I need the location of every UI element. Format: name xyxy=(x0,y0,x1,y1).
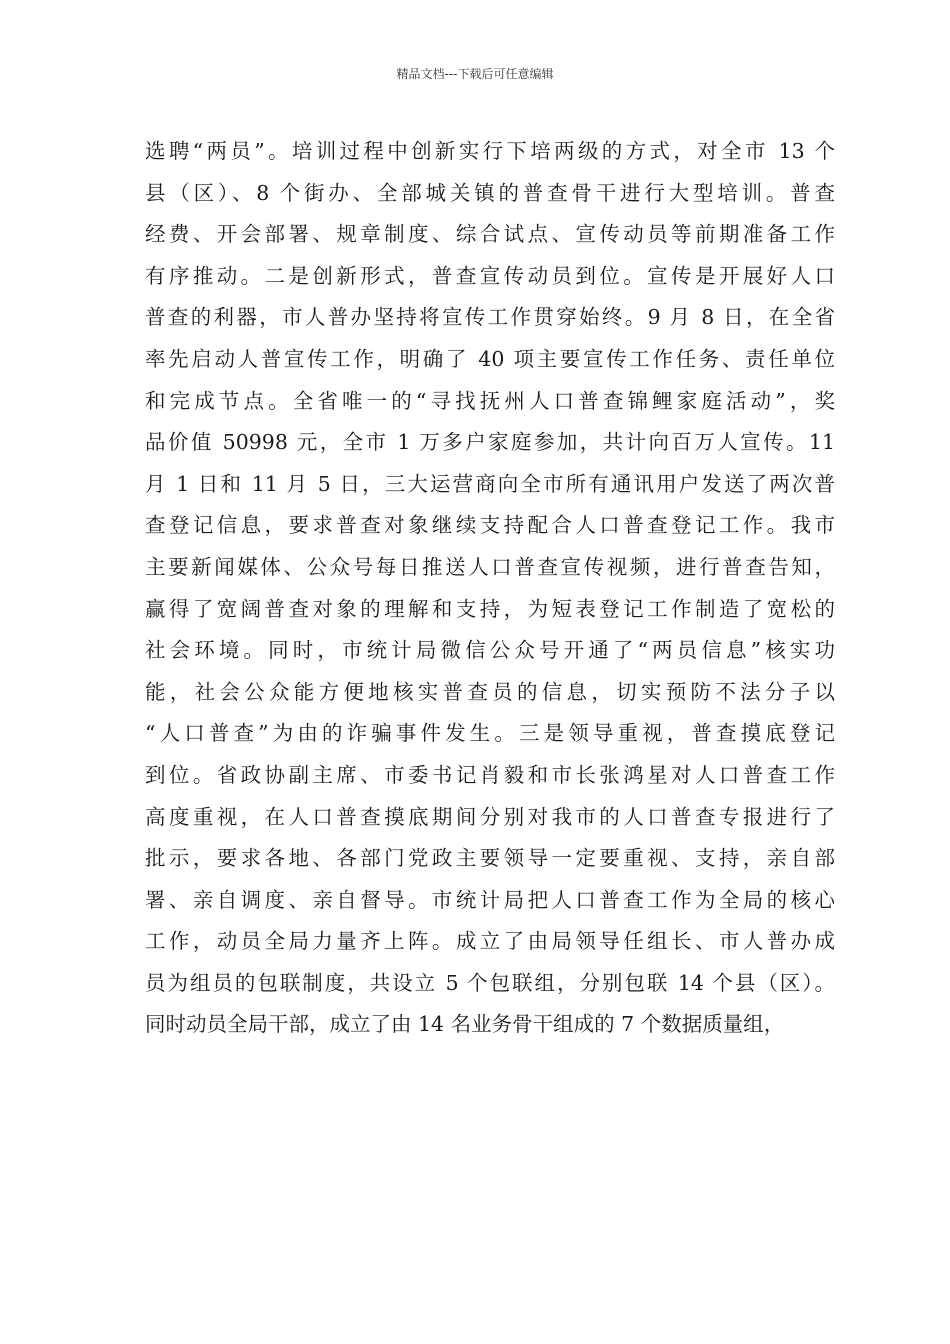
document-body xyxy=(145,131,835,1046)
body-line: 高度重视，在人口普查摸底期间分别对我市的人口普查专报进行了 xyxy=(145,804,835,829)
body-line: 主要新闻媒体、公众号每日推送人口普查宣传视频，进行普查告知， xyxy=(145,554,835,579)
body-line: 到位。省政协副主席、市委书记肖毅和市长张鸿星对人口普查工作 xyxy=(145,762,835,787)
body-line: 选聘“两员”。培训过程中创新实行下培两级的方式，对全市 13 个 xyxy=(145,139,835,163)
body-line: 同时动员全局干部，成立了由 14 名业务骨干组成的 7 个数据质量组， xyxy=(145,1012,785,1037)
body-line: 赢得了宽阔普查对象的理解和支持，为短表登记工作制造了宽松的 xyxy=(145,596,835,621)
body-line: 署、亲自调度、亲自督导。市统计局把人口普查工作为全局的核心 xyxy=(145,887,835,912)
body-line: 县（区）、8 个街办、全部城关镇的普查骨干进行大型培训。普查 xyxy=(145,180,835,205)
body-line: 品价值 50998 元，全市 1 万多户家庭参加，共计向百万人宣传。11 xyxy=(145,430,835,455)
body-line: 批示，要求各地、各部门党政主要领导一定要重视、支持，亲自部 xyxy=(145,846,835,871)
body-line: 查登记信息，要求普查对象继续支持配合人口普查登记工作。我市 xyxy=(145,513,835,538)
body-line: 能，社会公众能方便地核实普查员的信息，切实预防不法分子以 xyxy=(145,679,835,704)
body-line: 工作，动员全局力量齐上阵。成立了由局领导任组长、市人普办成 xyxy=(145,929,835,954)
body-line: 经费、开会部署、规章制度、综合试点、宣传动员等前期准备工作 xyxy=(145,222,835,247)
body-line: 有序推动。二是创新形式，普查宣传动员到位。宣传是开展好人口 xyxy=(145,263,835,288)
body-line: 和完成节点。全省唯一的“寻找抚州人口普查锦鲤家庭活动”，奖 xyxy=(145,388,835,413)
body-line: 社会环境。同时，市统计局微信公众号开通了“两员信息”核实功 xyxy=(145,638,835,663)
page-header: 精品文档---下载后可任意编辑 xyxy=(396,67,554,81)
body-line: “人口普查”为由的诈骗事件发生。三是领导重视，普查摸底登记 xyxy=(145,721,835,746)
body-line: 月 1 日和 11 月 5 日，三大运营商向全市所有通讯用户发送了两次普 xyxy=(145,471,835,496)
body-line: 普查的利器，市人普办坚持将宣传工作贯穿始终。9 月 8 日，在全省 xyxy=(145,305,835,330)
body-line: 员为组员的包联制度，共设立 5 个包联组，分别包联 14 个县（区）。 xyxy=(145,970,835,995)
body-line: 率先启动人普宣传工作，明确了 40 项主要宣传工作任务、责任单位 xyxy=(145,346,835,371)
